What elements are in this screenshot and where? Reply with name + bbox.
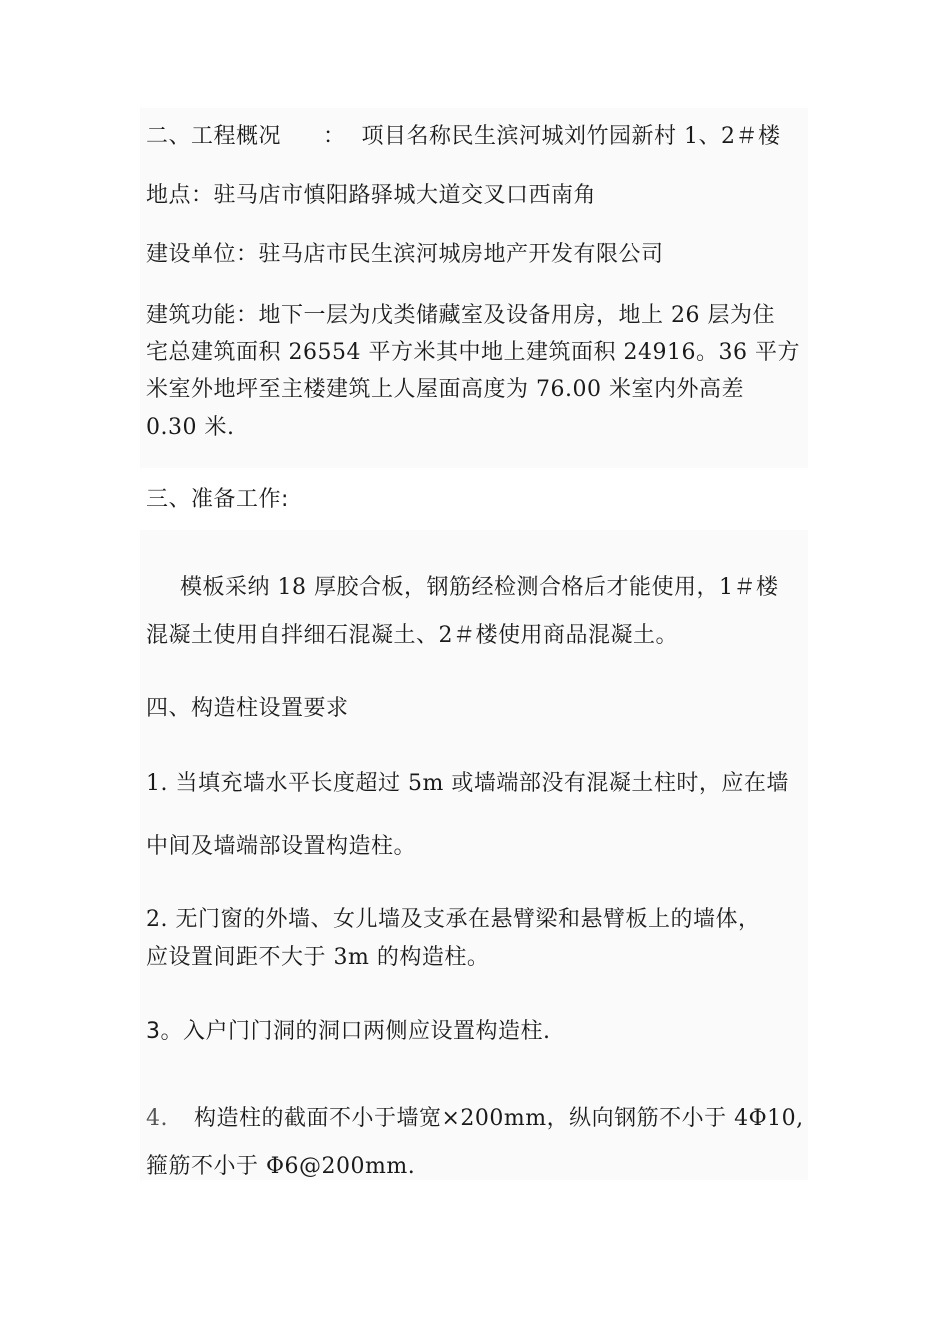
columns-item4-text: 构造柱的截面不小于墙宽×200mm，纵向钢筋不小于 4Φ10, — [194, 1106, 804, 1131]
function-line-2: 宅总建筑面积 26554 平方米其中地上建筑面积 24916。36 平方 — [146, 340, 800, 365]
content-shade-top — [140, 108, 808, 468]
function-line-4: 0.30 米. — [146, 415, 235, 440]
overview-heading: 二、工程概况 — [146, 124, 282, 149]
function-line-1: 建筑功能：地下一层为戊类储藏室及设备用房，地上 26 层为住 — [146, 303, 775, 328]
overview-colon: ： — [323, 124, 346, 149]
columns-item2-line-1: 2. 无门窗的外墙、女儿墙及支承在悬臂梁和悬臂板上的墙体， — [146, 907, 761, 932]
columns-item4-number: 4. — [146, 1106, 168, 1131]
preparation-heading: 三、准备工作: — [146, 487, 289, 512]
columns-item3-lead: 3。入户门门洞 — [146, 1019, 296, 1044]
columns-item4-line-2: 箍筋不小于 Φ6@200mm. — [146, 1154, 416, 1179]
project-name: 项目名称民生滨河城刘竹园新村 1、2＃楼 — [361, 124, 781, 149]
columns-heading: 四、构造柱设置要求 — [146, 696, 349, 721]
columns-item2-line-2: 应设置间距不大于 3m 的构造柱。 — [146, 945, 490, 970]
preparation-body-rest: 18 厚胶合板，钢筋经检测合格后才能使用，1＃楼 — [270, 575, 779, 600]
columns-item3-line — [146, 1018, 551, 1046]
columns-item1-line-1: 1. 当填充墙水平长度超过 5m 或墙端部没有混凝土柱时，应在墙 — [146, 771, 789, 796]
overview-heading-line — [146, 123, 781, 151]
preparation-body-line-2: 混凝土使用自拌细石混凝土、2＃楼使用商品混凝土。 — [146, 623, 678, 648]
preparation-body-lead: 模板采纳 — [180, 575, 271, 600]
preparation-body-line-1 — [180, 574, 779, 602]
columns-item3-rest: 的洞口两侧应设置构造柱. — [295, 1019, 551, 1044]
location-line: 地点：驻马店市慎阳路驿城大道交叉口西南角 — [146, 183, 597, 208]
builder-line: 建设单位：驻马店市民生滨河城房地产开发有限公司 — [146, 242, 664, 267]
columns-item1-line-2: 中间及墙端部设置构造柱。 — [146, 834, 417, 859]
columns-item4-line-1 — [146, 1105, 804, 1133]
function-line-3: 米室外地坪至主楼建筑上人屋面高度为 76.00 米室内外高差 — [146, 377, 744, 402]
